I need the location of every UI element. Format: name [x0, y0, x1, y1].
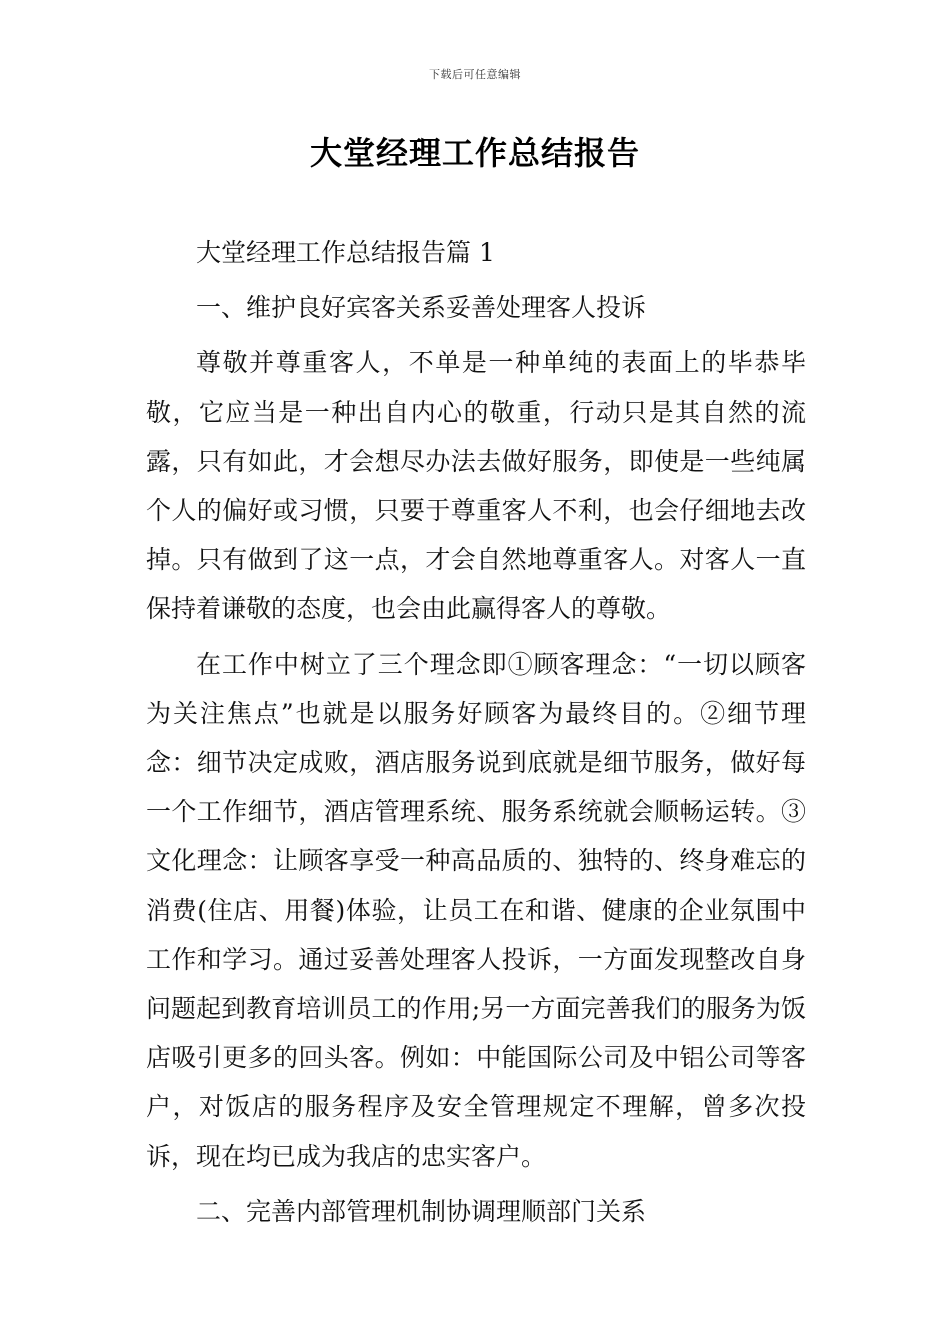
header-note: 下载后可任意编辑	[429, 68, 521, 81]
paragraph-1: 尊敬并尊重客人，不单是一种单纯的表面上的毕恭毕敬，它应当是一种出自内心的敬重，行动只是其自然的流露，只有如此，才会想尽办法去做好服务，即使是一些纯属个人的偏好或习惯，只要于尊重客人不利，也会仔细地去改掉。只有做到了这一点，才会自然地尊重客人。对客人一直保持着谦敬的态度，也会由此赢得客人的尊敬。	[146, 348, 806, 624]
document-title: 大堂经理工作总结报告	[309, 134, 640, 172]
heading-2: 二、完善内部管理机制协调理顺部门关系	[196, 1196, 647, 1226]
section-title: 大堂经理工作总结报告篇 1	[196, 238, 495, 267]
document-body	[146, 228, 806, 1242]
paragraph-2: 在工作中树立了三个理念即①顾客理念：“一切以顾客为关注焦点”也就是以服务好顾客为最终目的。②细节理念：细节决定成败，酒店服务说到底就是细节服务，做好每一个工作细节，酒店管理系统、服务系统就会顺畅运转。③文化理念：让顾客享受一种高品质的、独特的、终身难忘的消费(住店、用餐)体验，让员工在和谐、健康的企业氛围中工作和学习。通过妥善处理客人投诉，一方面发现整改自身问题起到教育培训员工的作用;另一方面完善我们的服务为饭店吸引更多的回头客。例如：中能国际公司及中铝公司等客户，对饭店的服务程序及安全管理规定不理解，曾多次投诉，现在均已成为我店的忠实客户。	[146, 649, 806, 1171]
heading-1: 一、维护良好宾客关系妥善处理客人投诉	[196, 293, 647, 323]
